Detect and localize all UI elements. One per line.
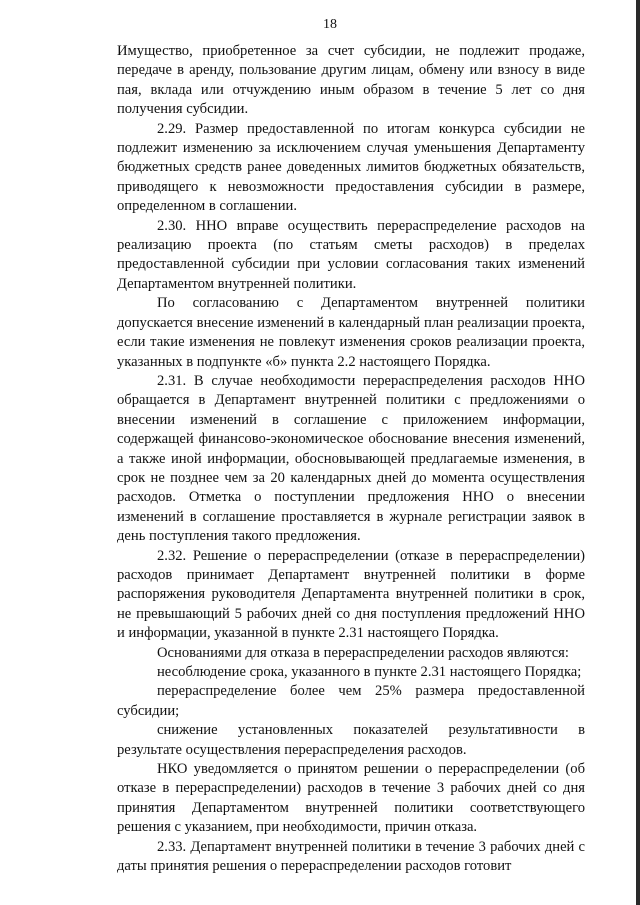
paragraph-ground-25-percent: перераспределение более чем 25% размера предоставленной субсидии; bbox=[117, 683, 585, 719]
paragraph-ground-indicators: снижение установленных показателей результативности в результате осуществления перераспределения расходов. bbox=[117, 722, 585, 758]
paragraph-calendar-plan: По согласованию с Департаментом внутренней политики допускается внесение изменений в календарный план реализации проекта, если такие изменения не повлекут изменения сроков реализации проекта, указанных в подпункте «б» пункта 2.2 настоящего Порядка. bbox=[117, 295, 585, 370]
scan-edge bbox=[636, 0, 640, 905]
paragraph-2-30: 2.30. ННО вправе осуществить перераспределение расходов на реализацию проекта (по статьям сметы расходов) в пределах предоставленной субсидии при условии согласования таких изменений Департаментом внутренней политики. bbox=[117, 217, 585, 292]
paragraph-2-33: 2.33. Департамент внутренней политики в течение 3 рабочих дней с даты принятия решения о перераспределении расходов готовит bbox=[117, 838, 585, 875]
paragraph-nko-notification: НКО уведомляется о принятом решении о перераспределении (об отказе в перераспределении) расходов в течение 3 рабочих дней со дня принятия Департаментом внутренней политики соответствующего решения с указанием, при необходимости, причин отказа. bbox=[117, 761, 585, 836]
paragraph-2-32: 2.32. Решение о перераспределении (отказе в перераспределении) расходов принимает Департамент внутренней политики в форме распоряжения руководителя Департамента внутренней политики в срок, не превышающий 5 рабочих дней со дня поступления предложений ННО и информации, указанной в пункте 2.31 настоящего Порядка. bbox=[117, 547, 585, 642]
document-body bbox=[117, 42, 585, 876]
paragraph-refusal-grounds: Основаниями для отказа в перераспределении расходов являются: bbox=[157, 644, 569, 661]
paragraph-property-restriction: Имущество, приобретенное за счет субсидии, не подлежит продаже, передаче в аренду, пользование другим лицам, обмену или взносу в виде пая, вклада или отчуждению иным образом в течение 5 лет со дня получения субсидии. bbox=[117, 43, 585, 118]
page-number: 18 bbox=[323, 17, 337, 32]
paragraph-ground-deadline: несоблюдение срока, указанного в пункте 2.31 настоящего Порядка; bbox=[157, 664, 582, 680]
paragraph-2-29: 2.29. Размер предоставленной по итогам конкурса субсидии не подлежит изменению за исключением случая уменьшения Департаменту бюджетных средств ранее доведенных лимитов бюджетных обязательств, приводящего к невозможности предоставления субсидии в размере, определенном в соглашении. bbox=[117, 120, 585, 215]
paragraph-2-31: 2.31. В случае необходимости перераспределения расходов ННО обращается в Департамент внутренней политики с предложениями о внесении изменений в соглашение с приложением информации, содержащей финансово-экономическое обоснование внесения изменений, а также иной информации, обосновывающей предлагаемые изменения, в срок не позднее чем за 20 календарных дней до момента осуществления расходов. Отметка о поступлении предложения ННО о внесении изменений в соглашение проставляется в журнале регистрации заявок в день поступления такого предложения. bbox=[117, 372, 585, 545]
